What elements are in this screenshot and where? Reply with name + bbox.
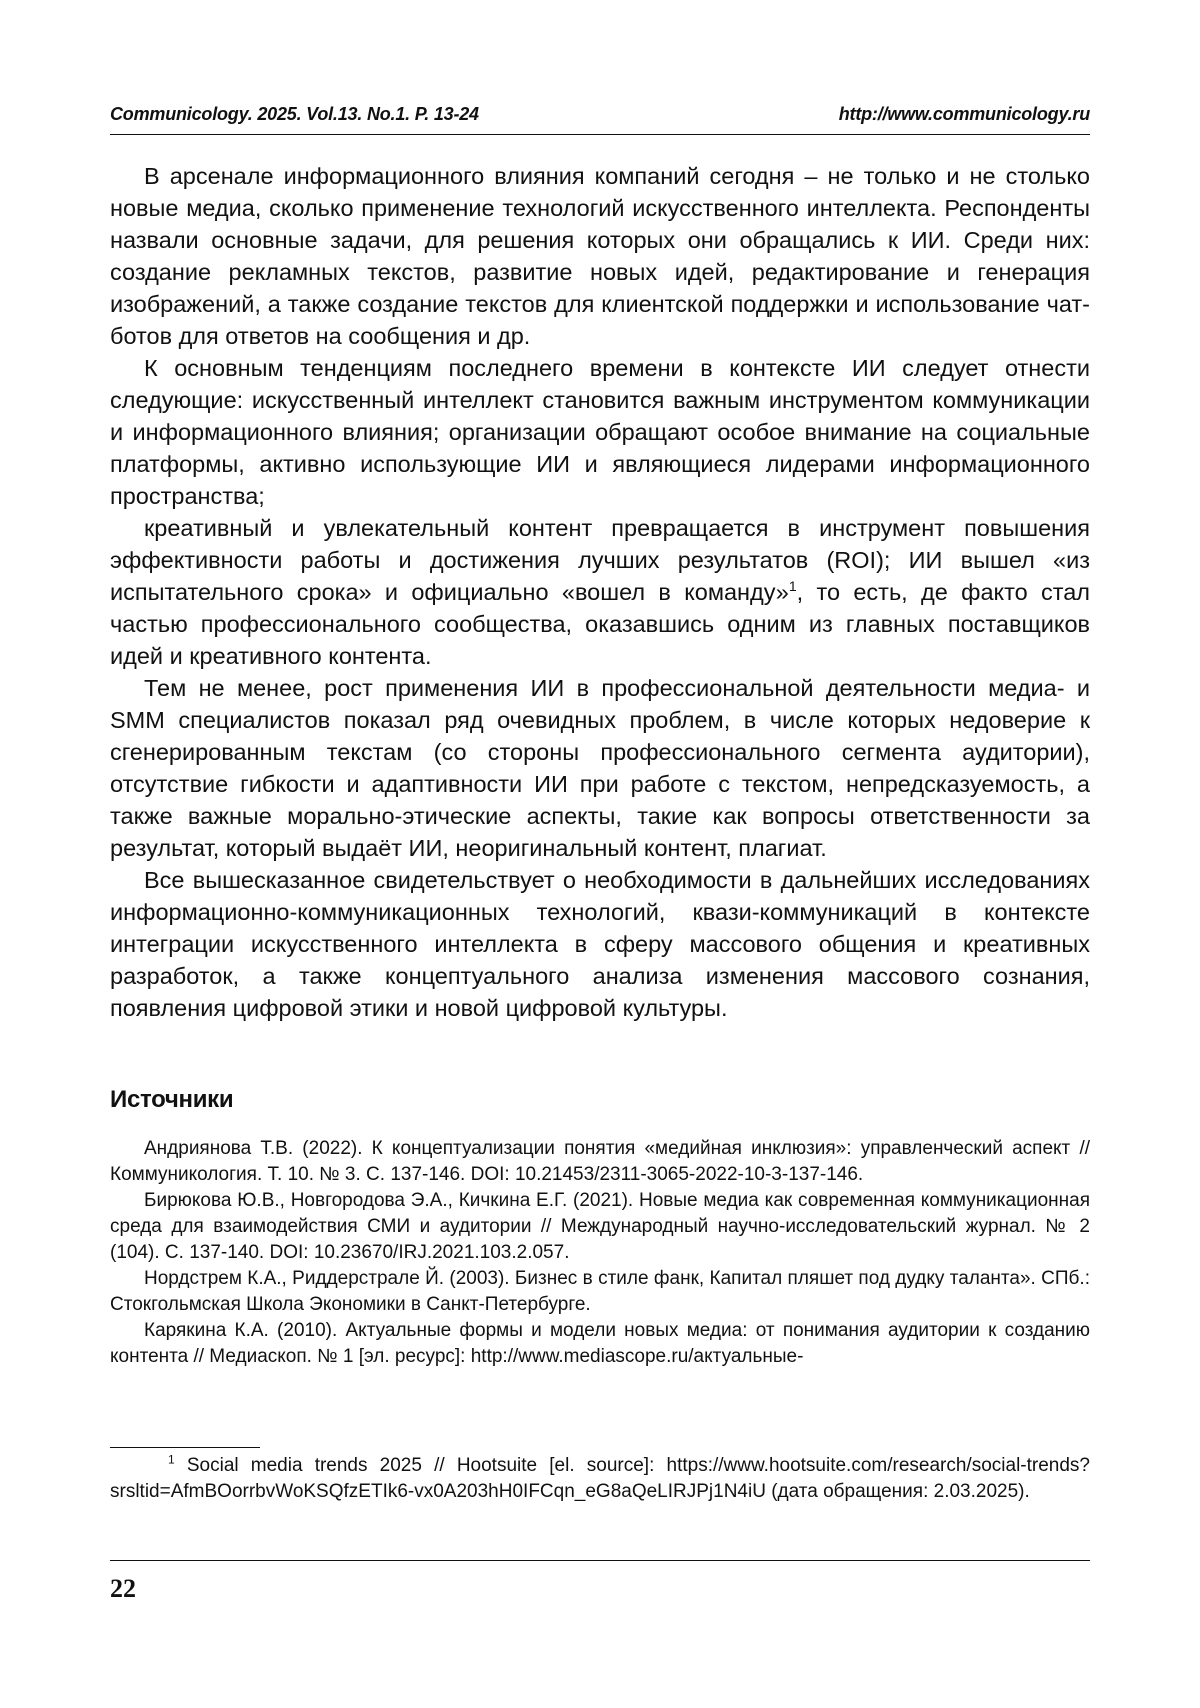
reference-item: Бирюкова Ю.В., Новгородова Э.А., Кичкина Е.Г. (2021). Новые медиа как современная коммуникационная среда для взаимодействия СМИ и аудитории // Международный научно-исследовательский журнал. № 2 (104). С. 137-140. DOI: 10.23670/IRJ.2021.103.2.057. (110, 1190, 1090, 1263)
paragraph: К основным тенденциям последнего времени в контексте ИИ следует отнести следующие: искусственный интеллект становится важным инструментом коммуникации и информационного влияния; организации обращают особое внимание на социальные платформы, активно использующие ИИ и являющиеся лидерами информационного пространства; (110, 355, 1090, 509)
paragraph-text-continued: , то есть, де факто стал частью профессионального сообщества, оказавшись одним из главных поставщиков идей и креативного контента. (110, 579, 1090, 669)
footnote-marker[interactable]: 1 (788, 578, 797, 595)
journal-url[interactable]: http://www.communicology.ru (838, 104, 1090, 124)
references-list (110, 1136, 1090, 1370)
journal-citation: Communicology. 2025. Vol.13. No.1. P. 13-24 (110, 104, 479, 124)
reference-item: Андриянова Т.В. (2022). К концептуализации понятия «медийная инклюзия»: управленческий аспект // Коммуникология. Т. 10. № 3. С. 137-146. DOI: 10.21453/2311-3065-2022-10-3-137-146. (110, 1138, 1090, 1185)
page-number: 22 (110, 1574, 136, 1603)
paragraph: Все вышесказанное свидетельствует о необходимости в дальнейших исследованиях информационно-коммуникационных технологий, квази-коммуникаций в контексте интеграции искусственного интеллекта в сферу массового общения и креативных разработок, а также концептуального анализа изменения массового сознания, появления цифровой этики и новой цифровой культуры. (110, 867, 1090, 1021)
footnote-text (110, 1453, 1090, 1505)
footer-rule (110, 1560, 1090, 1561)
footnote (110, 1453, 1090, 1505)
paragraph (110, 512, 1090, 672)
paragraph: Тем не менее, рост применения ИИ в профессиональной деятельности медиа- и SMM специалистов показал ряд очевидных проблем, в числе которых недоверие к сгенерированным текстам (со стороны профессионального сегмента аудитории), отсутствие гибкости и адаптивности ИИ при работе с текстом, непредсказуемость, а также важные морально-этические аспекты, такие как вопросы ответственности за результат, который выдаёт ИИ, неоригинальный контент, плагиат. (110, 675, 1090, 861)
footnote-content: Social media trends 2025 // Hootsuite [el. source]: https://www.hootsuite.com/research/social-trends?srsltid=AfmBOorrbvWoKSQfzETIk6-vx0A203hH0IFCqn_eG8aQeLIRJPj1N4iU (дата обращения: 2.03.2025). (110, 1455, 1090, 1502)
header-rule (110, 134, 1090, 135)
paragraph-text: креативный и увлекательный контент превращается в инструмент повышения эффективности работы и достижения лучших результатов (ROI); ИИ вышел «из испытательного срока» и официально «вошел в команду» (110, 515, 1090, 605)
reference-item: Нордстрем К.А., Риддерстрале Й. (2003). Бизнес в стиле фанк, Капитал пляшет под дудку таланта». СПб.: Стокгольмская Школа Экономики в Санкт-Петербурге. (110, 1268, 1090, 1315)
running-header (110, 104, 1090, 125)
footnote-separator (110, 1447, 260, 1448)
paragraph: В арсенале информационного влияния компаний сегодня – не только и не столько новые медиа, сколько применение технологий искусственного интеллекта. Респонденты назвали основные задачи, для решения которых они обращались к ИИ. Среди них: создание рекламных текстов, развитие новых идей, редактирование и генерация изображений, а также создание текстов для клиентской поддержки и использование чат-ботов для ответов на сообщения и др. (110, 163, 1090, 349)
reference-item: Карякина К.А. (2010). Актуальные формы и модели новых медиа: от понимания аудитории к созданию контента // Медиаскоп. № 1 [эл. ресурс]: http://www.mediascope.ru/актуальные- (110, 1320, 1090, 1367)
references-heading: Источники (110, 1086, 234, 1113)
footnote-number: 1 (168, 1452, 175, 1467)
article-body (110, 160, 1090, 1024)
